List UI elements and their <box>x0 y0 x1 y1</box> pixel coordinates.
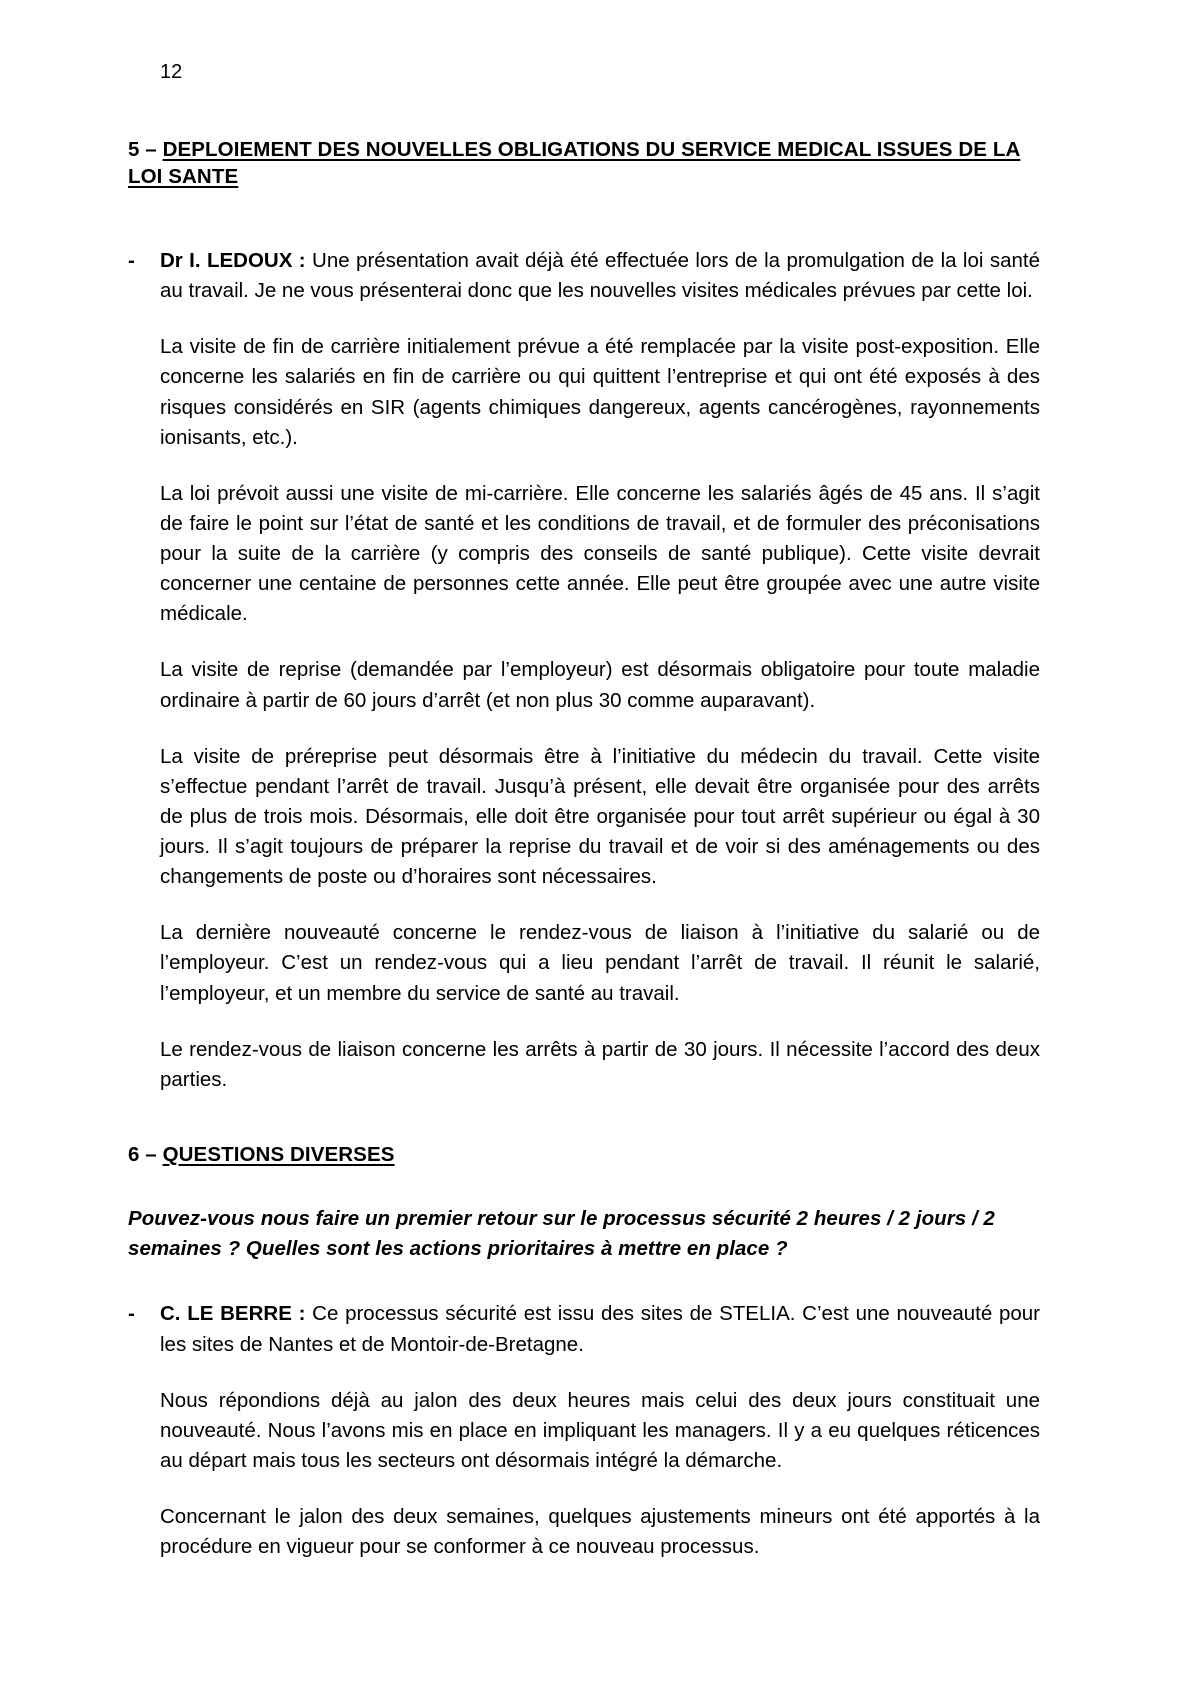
bullet-dash-marker: - <box>128 249 135 273</box>
paragraph-jalon-deux-heures: Nous répondions déjà au jalon des deux heures mais celui des deux jours constituait une nouveauté. Nous l’avons mis en place en impliquant les managers. Il y a eu quelques réticences au départ mais tous les secteurs ont désormais intégré la démarche. <box>160 1388 1040 1472</box>
section-title-5: DEPLOIEMENT DES NOUVELLES OBLIGATIONS DU SERVICE MEDICAL ISSUES DE LA LOI SANTE <box>128 138 1021 189</box>
page-number: 12 <box>160 61 183 83</box>
bullet-dash-marker: - <box>128 1302 135 1326</box>
section-number-6: 6 – <box>128 1142 163 1166</box>
paragraph-mi-carriere: La loi prévoit aussi une visite de mi-carrière. Elle concerne les salariés âgés de 45 ans. Il s’agit de faire le point sur l’état de santé et les conditions de travail, et de formuler des préconisations pour la suite de la carrière (y compris des conseils de santé publique). Cette visite devrait concerner une centaine de personnes cette année. Elle peut être groupée avec une autre visite médicale. <box>160 481 1040 626</box>
paragraph-visite-prereprise: La visite de préreprise peut désormais être à l’initiative du médecin du travail. Cette visite s’effectue pendant l’arrêt de travail. Jusqu’à présent, elle devait être organisée pour des arrêts de plus de trois mois. Désormais, elle doit être organisée pour tout arrêt supérieur ou égal à 30 jours. Il s’agit toujours de préparer la reprise du travail et de voir si des aménagements ou des changements de poste ou d’horaires sont nécessaires. <box>160 744 1040 889</box>
speaker-intro-ledoux: Une présentation avait déjà été effectuée lors de la promulgation de la loi santé au travail. Je ne vous présenterai donc que les nouvelles visites médicales prévues par cette loi. <box>160 249 1040 303</box>
speaker-block-leberre <box>128 1299 1040 1359</box>
section-heading-6 <box>128 1141 1040 1168</box>
section-heading-5 <box>128 136 1040 190</box>
section-title-6: QUESTIONS DIVERSES <box>162 1142 395 1166</box>
speaker-name-ledoux: Dr I. LEDOUX : <box>160 249 306 273</box>
paragraph-visite-reprise: La visite de reprise (demandée par l’employeur) est désormais obligatoire pour toute maladie ordinaire à partir de 60 jours d’arrêt (et non plus 30 comme auparavant). <box>160 658 1040 712</box>
speaker-intro-leberre: Ce processus sécurité est issu des sites de STELIA. C’est une nouveauté pour les sites de Nantes et de Montoir-de-Bretagne. <box>160 1302 1040 1356</box>
speaker-block-ledoux <box>128 246 1040 306</box>
paragraph-post-exposition: La visite de fin de carrière initialement prévue a été remplacée par la visite post-exposition. Elle concerne les salariés en fin de carrière ou qui quittent l’entreprise et qui ont été exposés à des risques considérés en SIR (agents chimiques dangereux, agents cancérogènes, rayonnements ionisants, etc.). <box>160 335 1040 449</box>
speaker-name-leberre: C. LE BERRE : <box>160 1302 306 1326</box>
paragraph-jalon-deux-semaines: Concernant le jalon des deux semaines, quelques ajustements mineurs ont été apportés à la procédure en vigueur pour se conformer à ce nouveau processus. <box>160 1505 1040 1559</box>
paragraph-rendez-vous-liaison: La dernière nouveauté concerne le rendez-vous de liaison à l’initiative du salarié ou de l’employeur. C’est un rendez-vous qui a lieu pendant l’arrêt de travail. Il réunit le salarié, l’employeur, et un membre du service de santé au travail. <box>160 921 1040 1005</box>
section-number-5: 5 – <box>128 138 163 161</box>
paragraph-liaison-30-jours: Le rendez-vous de liaison concerne les arrêts à partir de 30 jours. Il nécessite l’accord des deux parties. <box>160 1037 1040 1091</box>
diverse-question: Pouvez-vous nous faire un premier retour sur le processus sécurité 2 heures / 2 jours / 2 semaines ? Quelles sont les actions prioritaires à mettre en place ? <box>128 1207 995 1260</box>
